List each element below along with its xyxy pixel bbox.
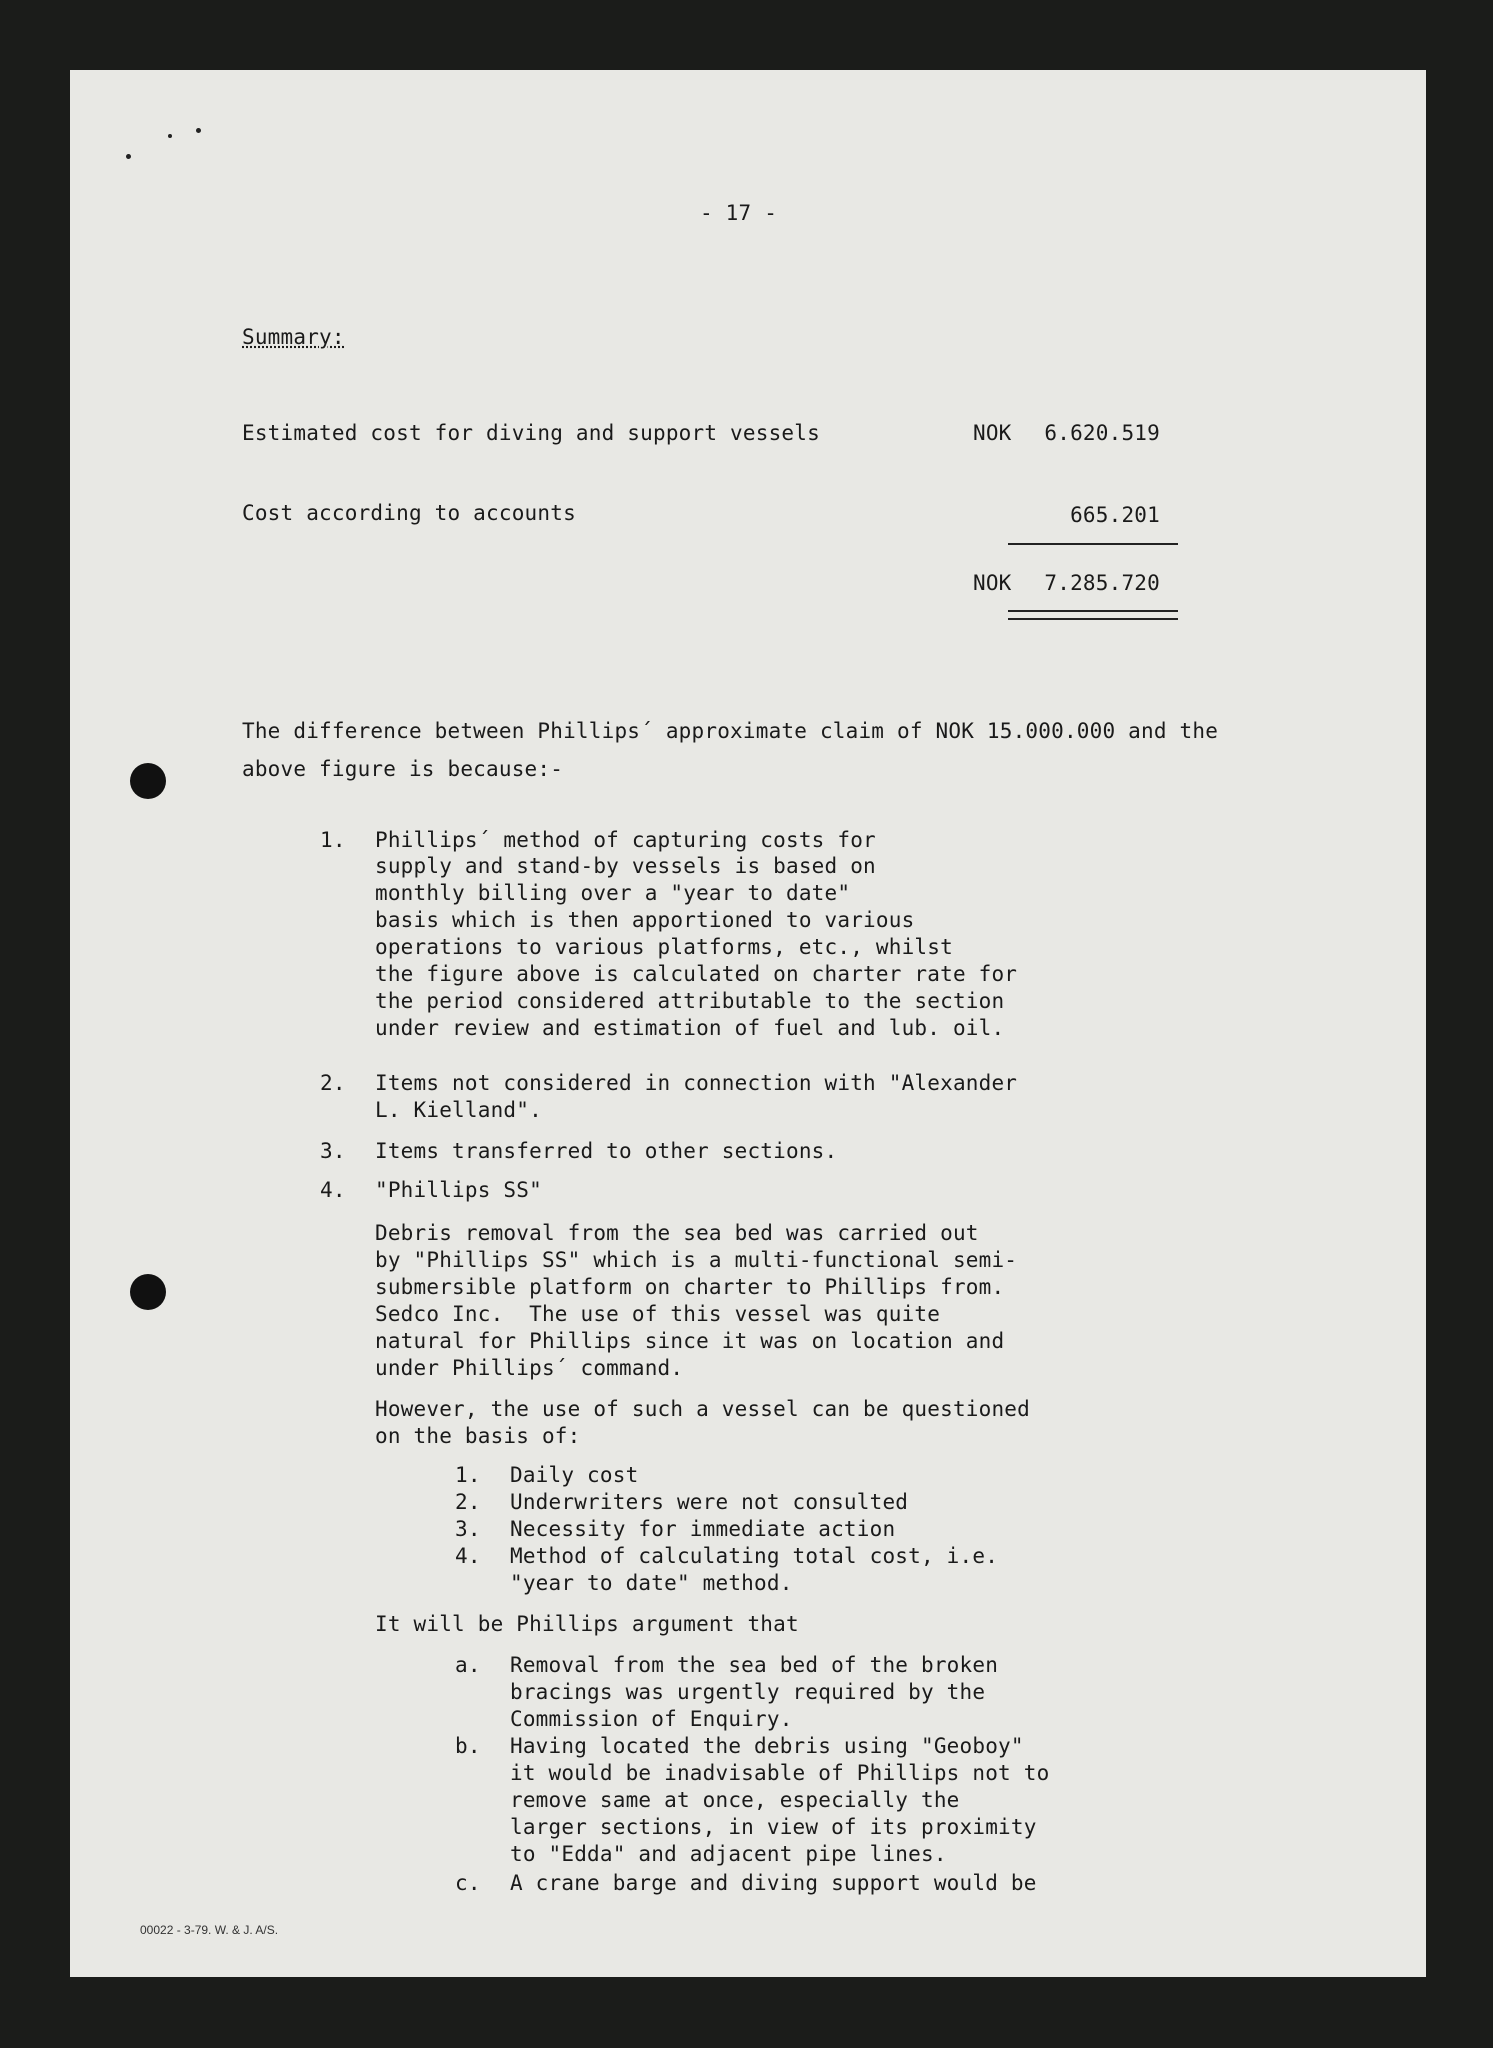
summary-row-amount: 665.201	[1070, 503, 1160, 527]
item-number: 2.	[320, 1071, 346, 1095]
argument-line: Removal from the sea bed of the broken	[510, 1653, 999, 1677]
item-line: basis which is then apportioned to various	[375, 908, 915, 932]
argument-line: to "Edda" and adjacent pipe lines.	[510, 1842, 947, 1866]
item-line: under review and estimation of fuel and lub. oil.	[375, 1016, 1005, 1040]
item4-para1-line: Debris removal from the sea bed was carried out	[375, 1221, 979, 1245]
item4-para1-line: submersible platform on charter to Phillips from.	[375, 1275, 1005, 1299]
item4-para2-line: on the basis of:	[375, 1424, 581, 1448]
item-number: 3.	[320, 1139, 346, 1163]
item-line: supply and stand-by vessels is based on	[375, 854, 876, 878]
speck	[126, 154, 131, 159]
argument-line: Having located the debris using "Geoboy"	[510, 1734, 1024, 1758]
summary-row-amount: 6.620.519	[1044, 421, 1160, 445]
item-number: 1.	[320, 828, 346, 852]
argument-letter: c.	[455, 1871, 481, 1895]
punch-hole	[130, 763, 166, 799]
basis-line: Underwriters were not consulted	[510, 1490, 909, 1514]
argument-line: A crane barge and diving support would be	[510, 1871, 1037, 1895]
item-line: Items not considered in connection with "Alexander	[375, 1071, 1018, 1095]
intro-line: The difference between Phillips´ approximate claim of NOK 15.000.000 and the	[242, 719, 1219, 743]
item-line: "Phillips SS"	[375, 1178, 542, 1202]
item4-para1-line: Sedco Inc. The use of this vessel was quite	[375, 1302, 941, 1326]
print-footer: 00022 - 3-79. W. & J. A/S.	[140, 1923, 279, 1937]
item4-para1-line: under Phillips´ command.	[375, 1356, 684, 1380]
item-line: the figure above is calculated on charter rate for	[375, 962, 1018, 986]
item4-para1-line: by "Phillips SS" which is a multi-functional semi-	[375, 1248, 1018, 1272]
basis-number: 4.	[455, 1544, 481, 1568]
total-rule-upper	[1008, 610, 1178, 612]
argument-line: Commission of Enquiry.	[510, 1707, 793, 1731]
item-line: Phillips´ method of capturing costs for	[375, 828, 876, 852]
summary-row-currency: NOK	[973, 421, 1012, 445]
item-number: 4.	[320, 1178, 346, 1202]
basis-number: 2.	[455, 1490, 481, 1514]
speck	[168, 134, 172, 138]
basis-line: Method of calculating total cost, i.e.	[510, 1544, 999, 1568]
item4-para2-line: However, the use of such a vessel can be questioned	[375, 1397, 1030, 1421]
punch-hole	[130, 1274, 166, 1310]
item-line: the period considered attributable to the section	[375, 989, 1005, 1013]
subtotal-rule	[1008, 543, 1178, 545]
argument-line: larger sections, in view of its proximity	[510, 1815, 1037, 1839]
item-line: monthly billing over a "year to date"	[375, 881, 851, 905]
summary-total-amount: 7.285.720	[1044, 571, 1160, 595]
summary-heading: Summary:	[242, 325, 345, 349]
item4-para1-line: natural for Phillips since it was on location and	[375, 1329, 1005, 1353]
basis-line: "year to date" method.	[510, 1571, 793, 1595]
basis-number: 3.	[455, 1517, 481, 1541]
summary-row-label: Estimated cost for diving and support vessels	[242, 421, 820, 445]
item-line: operations to various platforms, etc., whilst	[375, 935, 953, 959]
item-line: L. Kielland".	[375, 1098, 542, 1122]
argument-letter: b.	[455, 1734, 481, 1758]
basis-line: Daily cost	[510, 1463, 639, 1487]
item4-para3: It will be Phillips argument that	[375, 1612, 799, 1636]
item-line: Items transferred to other sections.	[375, 1139, 838, 1163]
argument-letter: a.	[455, 1653, 481, 1677]
argument-line: bracings was urgently required by the	[510, 1680, 986, 1704]
argument-line: it would be inadvisable of Phillips not to	[510, 1761, 1050, 1785]
total-rule-lower	[1008, 618, 1178, 620]
basis-number: 1.	[455, 1463, 481, 1487]
document-page	[70, 70, 1426, 1977]
argument-line: remove same at once, especially the	[510, 1788, 960, 1812]
summary-total-currency: NOK	[973, 571, 1012, 595]
summary-row-label: Cost according to accounts	[242, 501, 576, 525]
page-number: - 17 -	[700, 201, 778, 225]
basis-line: Necessity for immediate action	[510, 1517, 896, 1541]
intro-line: above figure is because:-	[242, 757, 564, 781]
speck	[196, 128, 201, 133]
